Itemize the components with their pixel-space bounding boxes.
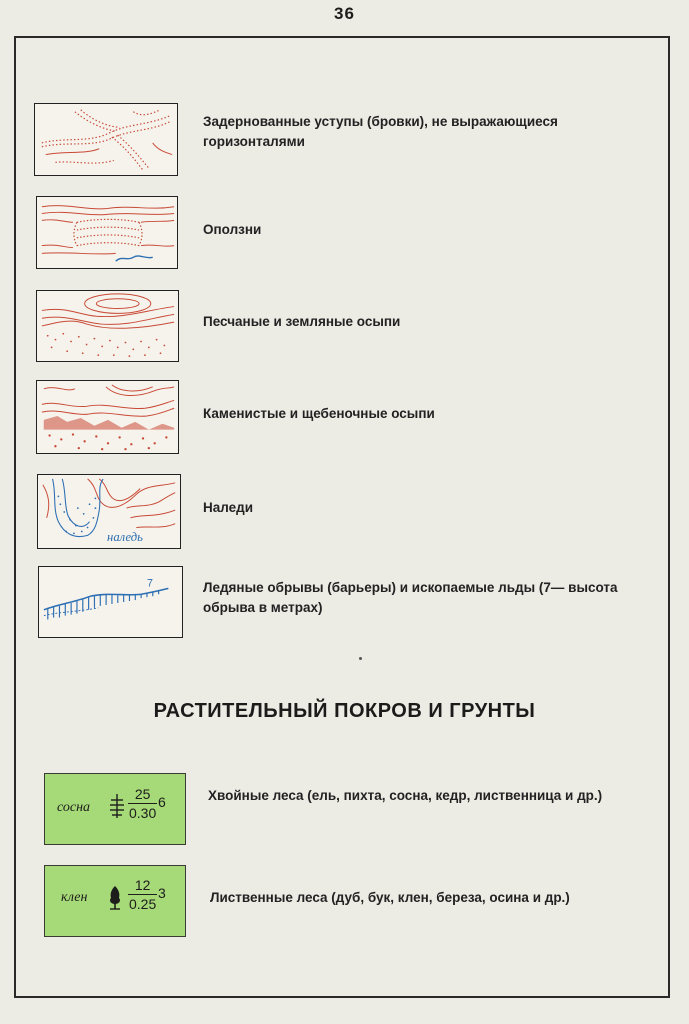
- coniferous-spacing: 6: [158, 794, 166, 810]
- landslides-swatch: [36, 196, 178, 269]
- ice-cliffs-label: Ледяные обрывы (барьеры) и ископаемые льды (7— высота обрыва в метрах): [203, 580, 618, 615]
- naledi-label: Наледи: [203, 500, 254, 515]
- deciduous-tree-icon: [107, 884, 123, 910]
- decor-dot: [359, 657, 362, 660]
- deciduous-label: Лиственные леса (дуб, бук, клен, береза, осина и др.): [210, 890, 570, 905]
- landslides-label: Оползни: [203, 222, 262, 237]
- deciduous-height: 12: [134, 877, 151, 893]
- deciduous-species: клен: [61, 890, 88, 905]
- escarpments-label: Задернованные уступы (бровки), не выражающиеся горизонталями: [203, 114, 558, 149]
- escarpment-symbol: [35, 104, 177, 175]
- stone-screes-swatch: [36, 380, 179, 454]
- ice-cliffs-swatch: [38, 566, 183, 638]
- sand-screes-swatch: [36, 290, 179, 362]
- coniferous-diameter: 0.30: [129, 805, 157, 821]
- sand-screes-label: Песчаные и земляные осыпи: [203, 314, 401, 329]
- deciduous-diameter: 0.25: [129, 896, 157, 912]
- coniferous-swatch: [44, 773, 186, 845]
- section-title: РАСТИТЕЛЬНЫЙ ПОКРОВ И ГРУНТЫ: [153, 700, 536, 722]
- page-number: 36: [334, 4, 355, 23]
- deciduous-swatch: [44, 865, 186, 937]
- coniferous-height: 25: [134, 786, 151, 802]
- naledi-map-label: наледь: [107, 530, 143, 545]
- coniferous-label: Хвойные леса (ель, пихта, сосна, кедр, лиственница и др.): [208, 788, 603, 803]
- landslide-symbol: [37, 197, 177, 268]
- naledi-swatch: [37, 474, 181, 549]
- ice-cliff-symbol: [39, 567, 182, 637]
- stone-screes-label: Каменистые и щебеночные осыпи: [203, 406, 435, 421]
- conifer-tree-icon: [109, 793, 125, 819]
- coniferous-species: сосна: [57, 800, 91, 815]
- stone-scree-symbol: [37, 381, 178, 453]
- coniferous-fraction: [128, 786, 157, 822]
- deciduous-fraction: [128, 877, 157, 913]
- escarpments-swatch: [34, 103, 178, 176]
- sand-scree-symbol: [37, 291, 178, 361]
- naledi-symbol: [38, 475, 180, 548]
- ice-cliff-height: 7: [146, 577, 153, 590]
- deciduous-spacing: 3: [158, 885, 166, 901]
